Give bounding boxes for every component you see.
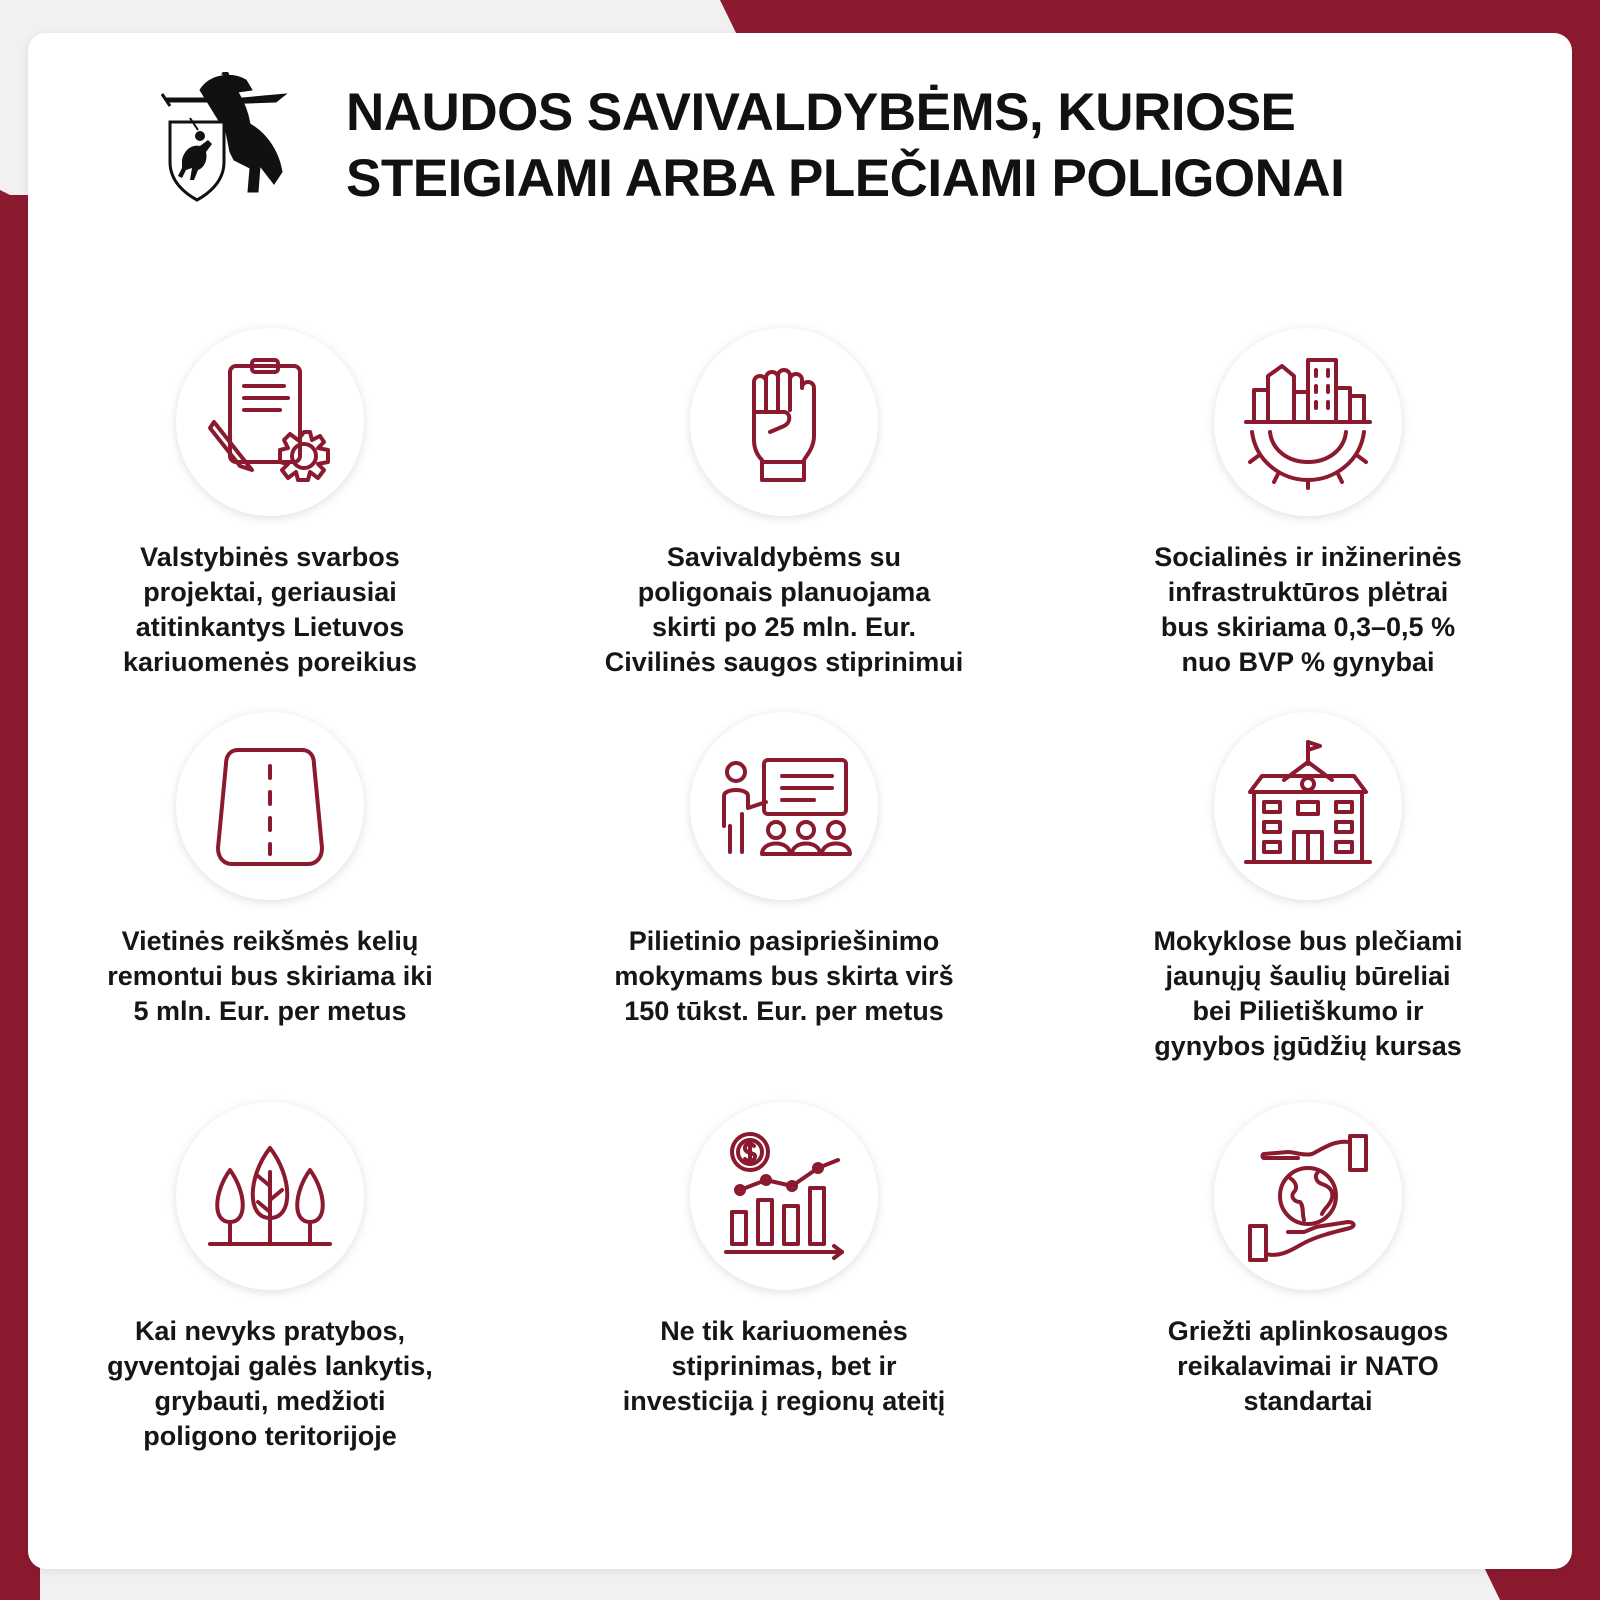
text-line: bus skiriama 0,3–0,5 % [1160,612,1456,642]
text-line: bei Pilietiškumo ir [1192,996,1424,1026]
text-line: Vietinės reikšmės kelių [121,926,419,956]
city-gear-icon [1238,352,1378,492]
benefit-item [584,1102,984,1419]
text-line: skirti po 25 mln. Eur. [651,612,917,642]
benefit-item [70,712,470,1029]
text-line: 5 mln. Eur. per metus [133,996,407,1026]
benefit-text [584,924,984,1029]
icon-circle [690,328,878,516]
text-line: Socialinės ir inžinerinės [1154,542,1462,572]
page-title [346,80,1526,212]
benefit-text [1108,540,1508,680]
text-line: Kai nevyks pratybos, [134,1316,406,1346]
text-line: Mokyklose bus plečiami [1153,926,1463,956]
benefit-item [584,712,984,1029]
road-icon [200,736,340,876]
text-line: Valstybinės svarbos [140,542,400,572]
benefit-text [584,1314,984,1419]
globe-hands-icon [1238,1126,1378,1266]
text-line: remontui bus skiriama iki [107,961,433,991]
benefit-text [584,540,984,680]
clipboard-gear-icon [200,352,340,492]
text-line: investicija į regionų ateitį [622,1386,946,1416]
benefit-item [1108,1102,1508,1419]
text-line: Griežti aplinkosaugos [1167,1316,1449,1346]
text-line: Savivaldybėms su [666,542,902,572]
text-line: reikalavimai ir NATO [1177,1351,1439,1381]
text-line: stiprinimas, bet ir [671,1351,897,1381]
investment-chart-icon [714,1126,854,1266]
text-line: jaunųjų šaulių būreliai [1165,961,1451,991]
text-line: gyventojai galės lankytis, [107,1351,433,1381]
text-line: grybauti, medžioti [154,1386,386,1416]
benefit-text [1108,1314,1508,1419]
icon-circle [1214,1102,1402,1290]
army-logo-icon [160,72,290,202]
text-line: projektai, geriausiai [143,577,397,607]
text-line: atitinkantys Lietuvos [135,612,405,642]
text-line: infrastruktūros plėtrai [1167,577,1449,607]
text-line: nuo BVP % gynybai [1181,647,1435,677]
text-line: poligonais planuojama [637,577,931,607]
raised-fist-icon [714,352,854,492]
icon-circle [176,328,364,516]
text-line: 150 tūkst. Eur. per metus [624,996,944,1026]
benefit-item [70,328,470,680]
text-line: standartai [1243,1386,1373,1416]
benefit-text [70,540,470,680]
benefit-text [70,924,470,1029]
text-line: gynybos įgūdžių kursas [1154,1031,1462,1061]
text-line: Civilinės saugos stiprinimui [604,647,964,677]
benefit-text [1108,924,1508,1064]
benefit-item [584,328,984,680]
icon-circle [1214,328,1402,516]
benefit-item [70,1102,470,1454]
benefit-item [1108,328,1508,680]
text-line: Pilietinio pasipriešinimo [628,926,940,956]
benefit-item [1108,712,1508,1064]
text-line: kariuomenės poreikius [122,647,418,677]
icon-circle [1214,712,1402,900]
text-line: Ne tik kariuomenės [660,1316,908,1346]
title-line-1: NAUDOS SAVIVALDYBĖMS, KURIOSE [346,83,1296,142]
icon-circle [690,712,878,900]
text-line: mokymams bus skirta virš [614,961,954,991]
icon-circle [690,1102,878,1290]
title-line-2: STEIGIAMI ARBA PLEČIAMI POLIGONAI [346,149,1345,208]
icon-circle [176,712,364,900]
icon-circle [176,1102,364,1290]
school-icon [1238,736,1378,876]
trees-icon [200,1126,340,1266]
text-line: poligono teritorijoje [143,1421,397,1451]
presentation-icon [714,736,854,876]
benefit-text [70,1314,470,1454]
